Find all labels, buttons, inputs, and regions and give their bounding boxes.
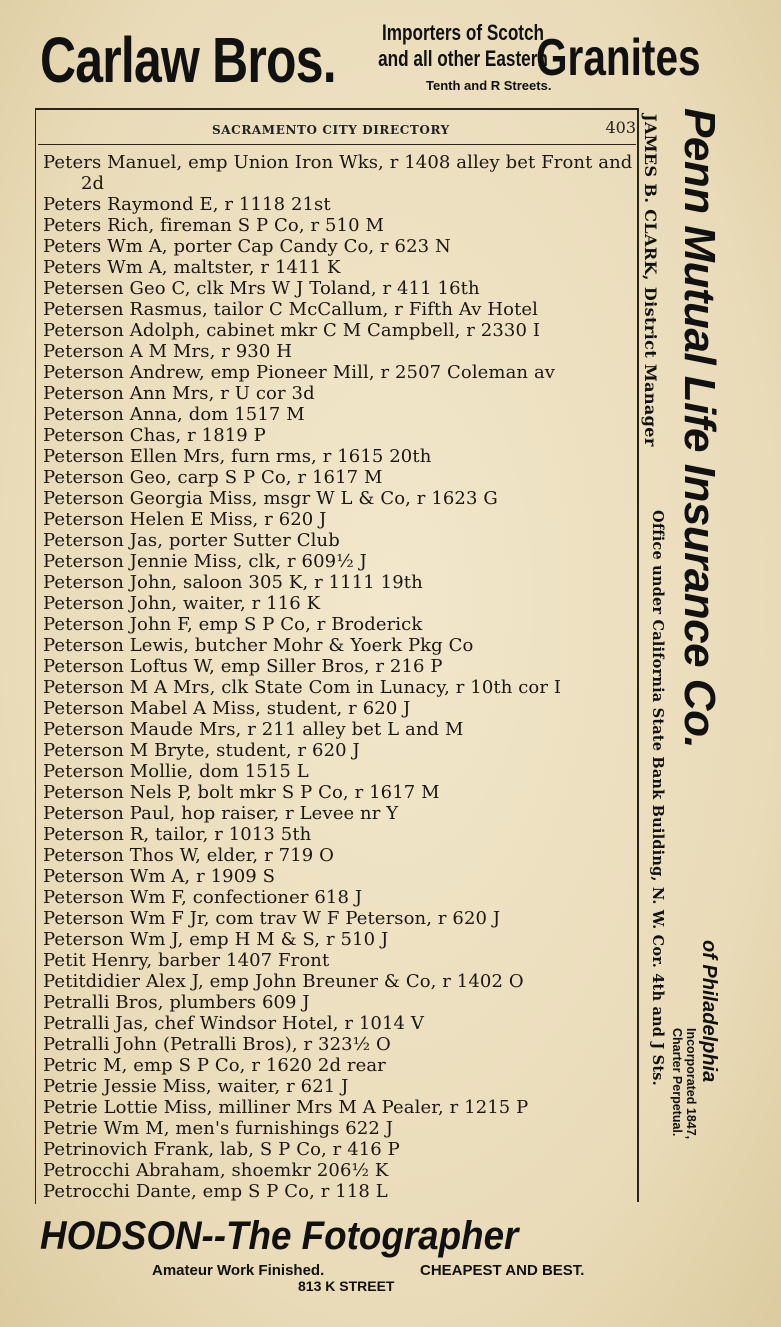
directory-entry: Petrinovich Frank, lab, S P Co, r 416 P [43, 1139, 400, 1160]
amateur-work-text: Amateur Work Finished. [152, 1262, 325, 1279]
directory-entry: Peterson R, tailor, r 1013 5th [43, 824, 312, 845]
directory-entry: Petit Henry, barber 1407 Front [43, 950, 330, 971]
philadelphia-text: of Philadelphia [698, 940, 720, 1083]
carlaw-bros-title: Carlaw Bros. [40, 24, 336, 96]
directory-entry: Peterson Wm F Jr, com trav W F Peterson, r 620 J [43, 908, 501, 929]
directory-entry: Petralli Jas, chef Windsor Hotel, r 1014 V [43, 1013, 424, 1034]
directory-entry: Peterson John F, emp S P Co, r Broderick [43, 614, 423, 635]
directory-entries [43, 152, 639, 1202]
directory-entry: Peterson Wm A, r 1909 S [43, 866, 276, 887]
directory-entry: Peterson Georgia Miss, msgr W L & Co, r 1623 G [43, 488, 498, 509]
directory-entry: Peterson Ellen Mrs, furn rms, r 1615 20th [43, 446, 432, 467]
directory-entry: Petrocchi Abraham, shoemkr 206½ K [43, 1160, 389, 1181]
directory-entry: Peterson Andrew, emp Pioneer Mill, r 2507 Coleman av [43, 362, 556, 383]
directory-entry: Peterson Jennie Miss, clk, r 609½ J [43, 551, 367, 572]
directory-entry: Peterson Chas, r 1819 P [43, 425, 266, 446]
carlaw-bros-advertisement [40, 14, 700, 106]
directory-entry: Petersen Geo C, clk Mrs W J Toland, r 411 16th [43, 278, 480, 299]
directory-entry: Petrie Wm M, men's furnishings 622 J [43, 1118, 394, 1139]
directory-entry: Peterson M A Mrs, clk State Com in Lunacy, r 10th cor I [43, 677, 562, 698]
header-rule [38, 144, 636, 145]
district-manager-text: JAMES B. CLARK, District Manager [641, 114, 660, 447]
importers-text [373, 20, 552, 72]
directory-entry: Peterson Lewis, butcher Mohr & Yoerk Pkg Co [43, 635, 474, 656]
office-location-text: Office under California State Bank Building, N. W. Cor. 4th and J Sts. [649, 510, 666, 1086]
directory-entry: Peterson Wm J, emp H M & S, r 510 J [43, 929, 389, 950]
directory-entry: Peterson Mabel A Miss, student, r 620 J [43, 698, 411, 719]
directory-entry: Peterson Thos W, elder, r 719 O [43, 845, 334, 866]
directory-entry: Peterson Geo, carp S P Co, r 1617 M [43, 467, 383, 488]
directory-entry: Peterson Wm F, confectioner 618 J [43, 887, 363, 908]
hodson-advertisement [40, 1212, 700, 1322]
directory-entry: Peterson Paul, hop raiser, r Levee nr Y [43, 803, 399, 824]
frame-right-rule [637, 108, 639, 1202]
directory-entry: Peterson Jas, porter Sutter Club [43, 530, 340, 551]
directory-frame [35, 108, 638, 1204]
directory-entry: Peters Raymond E, r 1118 21st [43, 194, 331, 215]
incorporated-text [670, 1028, 698, 1139]
directory-entry: Peterson Anna, dom 1517 M [43, 404, 305, 425]
directory-entry: Peters Manuel, emp Union Iron Wks, r 1408 alley bet Front and 2d [43, 152, 633, 194]
cheapest-best-text: CHEAPEST AND BEST. [420, 1262, 585, 1279]
page-header [38, 120, 636, 142]
directory-entry: Petitdidier Alex J, emp John Breuner & Co, r 1402 O [43, 971, 524, 992]
directory-entry: Peterson John, saloon 305 K, r 1111 19th [43, 572, 423, 593]
directory-entry: Petralli Bros, plumbers 609 J [43, 992, 310, 1013]
directory-entry: Petersen Rasmus, tailor C McCallum, r Fifth Av Hotel [43, 299, 539, 320]
directory-entry: Petrie Lottie Miss, milliner Mrs M A Pealer, r 1215 P [43, 1097, 529, 1118]
directory-entry: Peters Rich, fireman S P Co, r 510 M [43, 215, 384, 236]
importers-line-2: and all other Eastern [378, 46, 548, 71]
directory-entry: Peterson Helen E Miss, r 620 J [43, 509, 327, 530]
hodson-headline: HODSON--The Fotographer [40, 1214, 519, 1258]
directory-entry: Peterson A M Mrs, r 930 H [43, 341, 293, 362]
granites-title: Granites [536, 29, 701, 87]
directory-entry: Peterson Loftus W, emp Siller Bros, r 216 P [43, 656, 443, 677]
penn-mutual-title: Penn Mutual Life Insurance Co. [675, 108, 724, 749]
directory-entry: Peterson M Bryte, student, r 620 J [43, 740, 360, 761]
page-number: 403 [605, 118, 636, 137]
directory-entry: Peterson Nels P, bolt mkr S P Co, r 1617 M [43, 782, 440, 803]
directory-entry: Peters Wm A, maltster, r 1411 K [43, 257, 341, 278]
directory-entry: Petric M, emp S P Co, r 1620 2d rear [43, 1055, 386, 1076]
hodson-address: 813 K STREET [298, 1278, 395, 1294]
importers-line-1: Importers of Scotch [381, 20, 545, 45]
directory-entry: Petrie Jessie Miss, waiter, r 621 J [43, 1076, 349, 1097]
directory-entry: Petralli John (Petralli Bros), r 323½ O [43, 1034, 391, 1055]
directory-entry: Peters Wm A, porter Cap Candy Co, r 623 N [43, 236, 451, 257]
directory-entry: Peterson John, waiter, r 116 K [43, 593, 321, 614]
running-head: SACRAMENTO CITY DIRECTORY [212, 123, 450, 137]
directory-entry: Peterson Adolph, cabinet mkr C M Campbell, r 2330 I [43, 320, 541, 341]
directory-entry: Peterson Ann Mrs, r U cor 3d [43, 383, 315, 404]
incorporated-line: Incorporated 1847, [684, 1028, 698, 1140]
charter-line: Charter Perpetual. [670, 1028, 684, 1137]
directory-entry: Peterson Maude Mrs, r 211 alley bet L and M [43, 719, 464, 740]
carlaw-address: Tenth and R Streets. [426, 78, 552, 93]
directory-entry: Petrocchi Dante, emp S P Co, r 118 L [43, 1181, 388, 1202]
directory-entry: Peterson Mollie, dom 1515 L [43, 761, 309, 782]
